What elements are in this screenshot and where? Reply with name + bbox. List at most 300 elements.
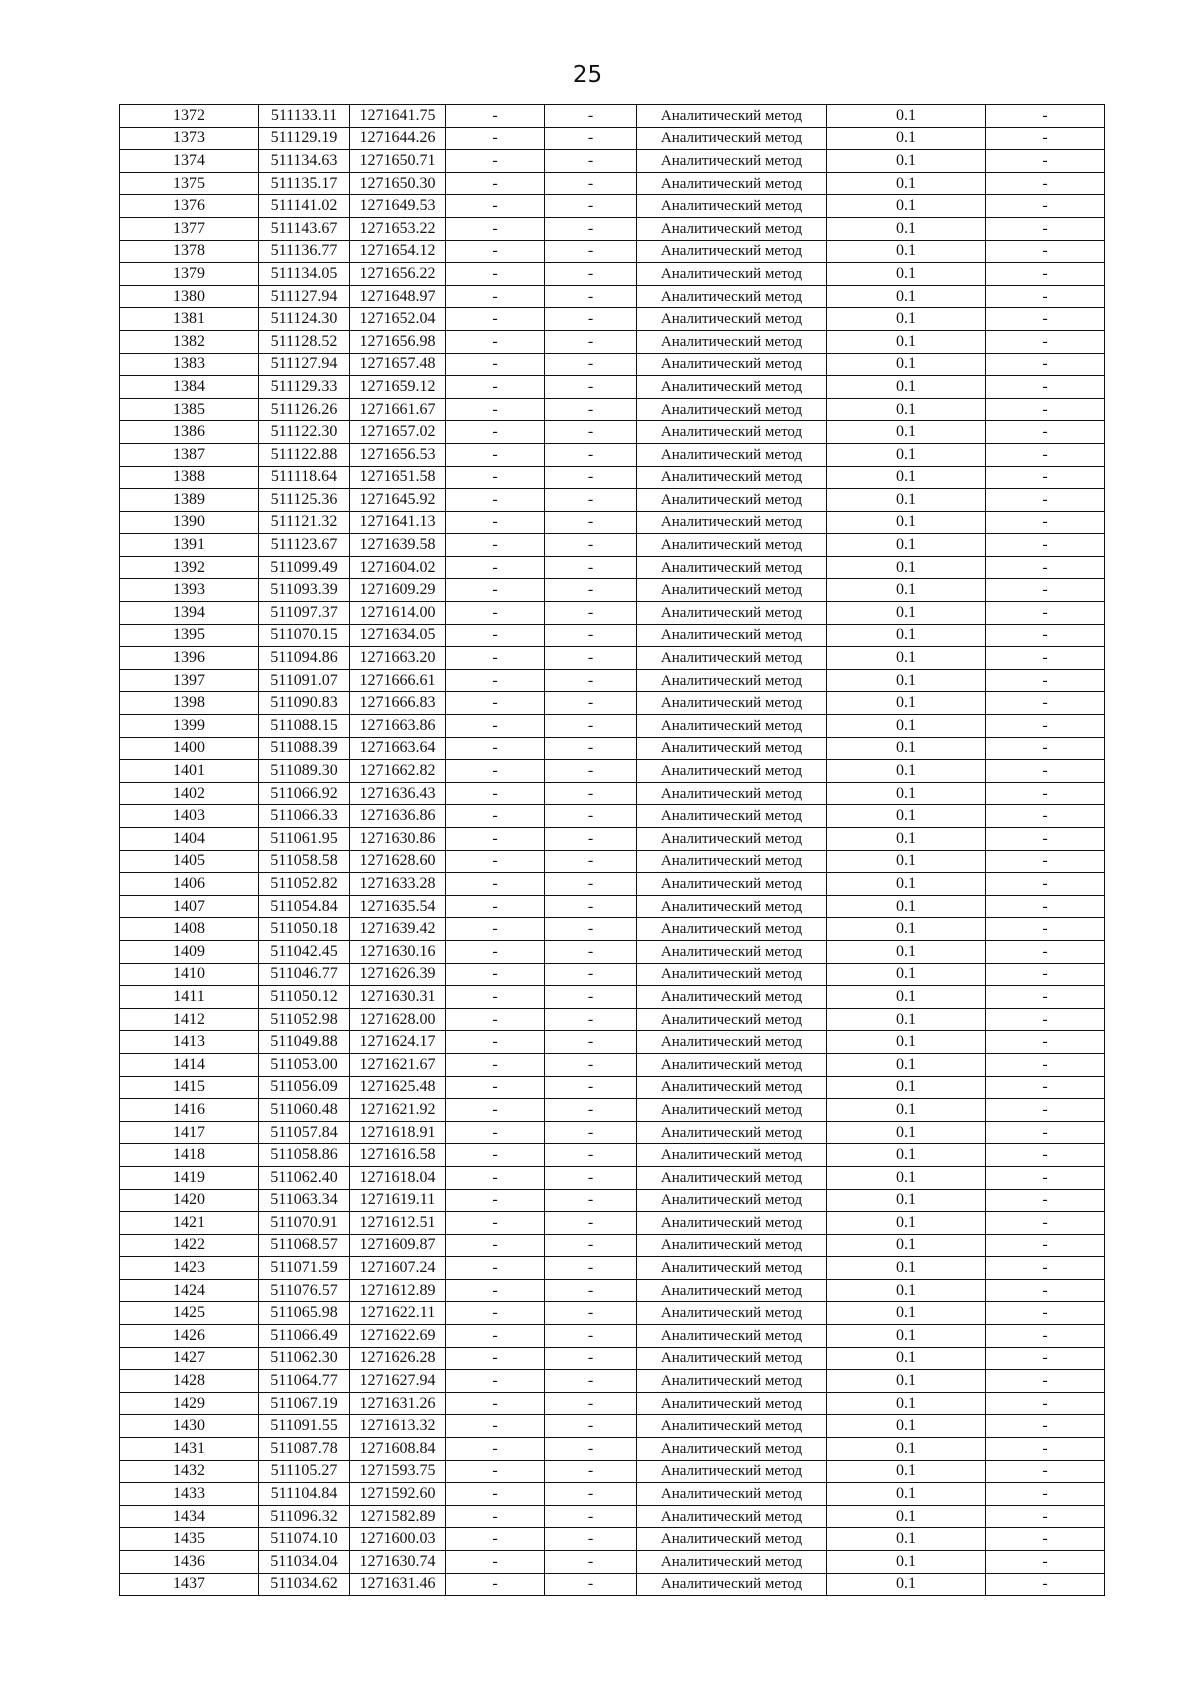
x-coordinate-cell: 511066.92	[259, 782, 350, 805]
dash-cell: -	[986, 1279, 1105, 1302]
y-coordinate-cell: 1271651.58	[350, 466, 446, 489]
dash-cell: -	[986, 1234, 1105, 1257]
accuracy-cell: 0.1	[827, 217, 986, 240]
method-cell: Аналитический метод	[637, 963, 827, 986]
method-cell: Аналитический метод	[637, 172, 827, 195]
method-cell: Аналитический метод	[637, 1144, 827, 1167]
page-number: 25	[572, 62, 603, 88]
x-coordinate-cell: 511062.40	[259, 1166, 350, 1189]
dash-cell: -	[446, 1212, 545, 1235]
dash-cell: -	[545, 330, 637, 353]
y-coordinate-cell: 1271609.29	[350, 579, 446, 602]
point-number-cell: 1424	[120, 1279, 259, 1302]
accuracy-cell: 0.1	[827, 534, 986, 557]
y-coordinate-cell: 1271593.75	[350, 1460, 446, 1483]
point-number-cell: 1407	[120, 895, 259, 918]
table-row	[120, 963, 1105, 986]
dash-cell: -	[986, 263, 1105, 286]
y-coordinate-cell: 1271663.20	[350, 647, 446, 670]
dash-cell: -	[446, 1302, 545, 1325]
dash-cell: -	[446, 1257, 545, 1280]
table-row	[120, 873, 1105, 896]
dash-cell: -	[986, 602, 1105, 625]
accuracy-cell: 0.1	[827, 1325, 986, 1348]
dash-cell: -	[446, 1008, 545, 1031]
x-coordinate-cell: 511066.33	[259, 805, 350, 828]
dash-cell: -	[545, 805, 637, 828]
dash-cell: -	[986, 443, 1105, 466]
y-coordinate-cell: 1271630.86	[350, 828, 446, 851]
y-coordinate-cell: 1271609.87	[350, 1234, 446, 1257]
accuracy-cell: 0.1	[827, 1302, 986, 1325]
table-row	[120, 850, 1105, 873]
dash-cell: -	[545, 1528, 637, 1551]
accuracy-cell: 0.1	[827, 782, 986, 805]
method-cell: Аналитический метод	[637, 692, 827, 715]
x-coordinate-cell: 511053.00	[259, 1053, 350, 1076]
dash-cell: -	[545, 737, 637, 760]
x-coordinate-cell: 511126.26	[259, 398, 350, 421]
x-coordinate-cell: 511089.30	[259, 760, 350, 783]
accuracy-cell: 0.1	[827, 1008, 986, 1031]
y-coordinate-cell: 1271634.05	[350, 624, 446, 647]
accuracy-cell: 0.1	[827, 669, 986, 692]
x-coordinate-cell: 511057.84	[259, 1121, 350, 1144]
y-coordinate-cell: 1271604.02	[350, 556, 446, 579]
dash-cell: -	[545, 308, 637, 331]
y-coordinate-cell: 1271653.22	[350, 217, 446, 240]
x-coordinate-cell: 511122.88	[259, 443, 350, 466]
dash-cell: -	[446, 1099, 545, 1122]
dash-cell: -	[986, 1076, 1105, 1099]
y-coordinate-cell: 1271631.26	[350, 1392, 446, 1415]
method-cell: Аналитический метод	[637, 1031, 827, 1054]
y-coordinate-cell: 1271656.53	[350, 443, 446, 466]
point-number-cell: 1384	[120, 376, 259, 399]
table-row	[120, 737, 1105, 760]
point-number-cell: 1391	[120, 534, 259, 557]
dash-cell: -	[986, 172, 1105, 195]
dash-cell: -	[986, 556, 1105, 579]
dash-cell: -	[545, 1008, 637, 1031]
point-number-cell: 1374	[120, 150, 259, 173]
dash-cell: -	[446, 466, 545, 489]
dash-cell: -	[446, 895, 545, 918]
accuracy-cell: 0.1	[827, 421, 986, 444]
x-coordinate-cell: 511049.88	[259, 1031, 350, 1054]
dash-cell: -	[545, 782, 637, 805]
x-coordinate-cell: 511070.91	[259, 1212, 350, 1235]
accuracy-cell: 0.1	[827, 850, 986, 873]
point-number-cell: 1437	[120, 1573, 259, 1596]
dash-cell: -	[986, 1460, 1105, 1483]
accuracy-cell: 0.1	[827, 240, 986, 263]
y-coordinate-cell: 1271621.67	[350, 1053, 446, 1076]
y-coordinate-cell: 1271582.89	[350, 1505, 446, 1528]
accuracy-cell: 0.1	[827, 1144, 986, 1167]
method-cell: Аналитический метод	[637, 534, 827, 557]
table-row	[120, 669, 1105, 692]
point-number-cell: 1411	[120, 986, 259, 1009]
table-row	[120, 127, 1105, 150]
dash-cell: -	[545, 1121, 637, 1144]
dash-cell: -	[446, 782, 545, 805]
dash-cell: -	[986, 895, 1105, 918]
table-row	[120, 1302, 1105, 1325]
dash-cell: -	[545, 1370, 637, 1393]
dash-cell: -	[545, 263, 637, 286]
dash-cell: -	[446, 850, 545, 873]
dash-cell: -	[545, 1551, 637, 1574]
point-number-cell: 1422	[120, 1234, 259, 1257]
method-cell: Аналитический метод	[637, 737, 827, 760]
accuracy-cell: 0.1	[827, 624, 986, 647]
x-coordinate-cell: 511087.78	[259, 1438, 350, 1461]
dash-cell: -	[986, 782, 1105, 805]
table-row	[120, 1438, 1105, 1461]
dash-cell: -	[986, 1008, 1105, 1031]
point-number-cell: 1426	[120, 1325, 259, 1348]
x-coordinate-cell: 511133.11	[259, 105, 350, 128]
table-row	[120, 1460, 1105, 1483]
method-cell: Аналитический метод	[637, 579, 827, 602]
point-number-cell: 1393	[120, 579, 259, 602]
accuracy-cell: 0.1	[827, 918, 986, 941]
table-row	[120, 1008, 1105, 1031]
table-row	[120, 105, 1105, 128]
method-cell: Аналитический метод	[637, 1189, 827, 1212]
point-number-cell: 1389	[120, 489, 259, 512]
x-coordinate-cell: 511071.59	[259, 1257, 350, 1280]
method-cell: Аналитический метод	[637, 624, 827, 647]
x-coordinate-cell: 511134.05	[259, 263, 350, 286]
dash-cell: -	[545, 963, 637, 986]
dash-cell: -	[545, 172, 637, 195]
x-coordinate-cell: 511088.15	[259, 715, 350, 738]
dash-cell: -	[446, 579, 545, 602]
dash-cell: -	[986, 1573, 1105, 1596]
x-coordinate-cell: 511127.94	[259, 353, 350, 376]
table-row	[120, 443, 1105, 466]
dash-cell: -	[545, 873, 637, 896]
accuracy-cell: 0.1	[827, 1257, 986, 1280]
dash-cell: -	[446, 105, 545, 128]
method-cell: Аналитический метод	[637, 489, 827, 512]
accuracy-cell: 0.1	[827, 1551, 986, 1574]
dash-cell: -	[545, 1392, 637, 1415]
point-number-cell: 1418	[120, 1144, 259, 1167]
table-row	[120, 1528, 1105, 1551]
method-cell: Аналитический метод	[637, 105, 827, 128]
dash-cell: -	[545, 1302, 637, 1325]
accuracy-cell: 0.1	[827, 1234, 986, 1257]
dash-cell: -	[545, 760, 637, 783]
accuracy-cell: 0.1	[827, 1099, 986, 1122]
dash-cell: -	[545, 1460, 637, 1483]
accuracy-cell: 0.1	[827, 1573, 986, 1596]
point-number-cell: 1404	[120, 828, 259, 851]
x-coordinate-cell: 511096.32	[259, 1505, 350, 1528]
point-number-cell: 1378	[120, 240, 259, 263]
dash-cell: -	[545, 850, 637, 873]
accuracy-cell: 0.1	[827, 895, 986, 918]
table-row	[120, 986, 1105, 1009]
table-row	[120, 918, 1105, 941]
dash-cell: -	[545, 1234, 637, 1257]
dash-cell: -	[545, 828, 637, 851]
dash-cell: -	[446, 1279, 545, 1302]
y-coordinate-cell: 1271608.84	[350, 1438, 446, 1461]
point-number-cell: 1427	[120, 1347, 259, 1370]
point-number-cell: 1428	[120, 1370, 259, 1393]
x-coordinate-cell: 511090.83	[259, 692, 350, 715]
x-coordinate-cell: 511129.33	[259, 376, 350, 399]
table-row	[120, 760, 1105, 783]
point-number-cell: 1405	[120, 850, 259, 873]
accuracy-cell: 0.1	[827, 1121, 986, 1144]
dash-cell: -	[986, 692, 1105, 715]
x-coordinate-cell: 511063.34	[259, 1189, 350, 1212]
table-row	[120, 1144, 1105, 1167]
dash-cell: -	[545, 986, 637, 1009]
accuracy-cell: 0.1	[827, 1415, 986, 1438]
point-number-cell: 1396	[120, 647, 259, 670]
x-coordinate-cell: 511091.07	[259, 669, 350, 692]
table-row	[120, 1121, 1105, 1144]
dash-cell: -	[545, 105, 637, 128]
dash-cell: -	[545, 511, 637, 534]
method-cell: Аналитический метод	[637, 669, 827, 692]
table-row	[120, 602, 1105, 625]
x-coordinate-cell: 511118.64	[259, 466, 350, 489]
dash-cell: -	[446, 1076, 545, 1099]
method-cell: Аналитический метод	[637, 1325, 827, 1348]
y-coordinate-cell: 1271622.69	[350, 1325, 446, 1348]
dash-cell: -	[986, 466, 1105, 489]
y-coordinate-cell: 1271656.22	[350, 263, 446, 286]
y-coordinate-cell: 1271662.82	[350, 760, 446, 783]
point-number-cell: 1373	[120, 127, 259, 150]
table-row	[120, 1053, 1105, 1076]
dash-cell: -	[446, 873, 545, 896]
y-coordinate-cell: 1271628.60	[350, 850, 446, 873]
accuracy-cell: 0.1	[827, 1438, 986, 1461]
accuracy-cell: 0.1	[827, 1076, 986, 1099]
method-cell: Аналитический метод	[637, 1099, 827, 1122]
x-coordinate-cell: 511088.39	[259, 737, 350, 760]
table-row	[120, 1415, 1105, 1438]
y-coordinate-cell: 1271624.17	[350, 1031, 446, 1054]
accuracy-cell: 0.1	[827, 737, 986, 760]
method-cell: Аналитический метод	[637, 150, 827, 173]
y-coordinate-cell: 1271663.86	[350, 715, 446, 738]
dash-cell: -	[986, 760, 1105, 783]
dash-cell: -	[446, 1347, 545, 1370]
point-number-cell: 1402	[120, 782, 259, 805]
table-row	[120, 195, 1105, 218]
table-row	[120, 398, 1105, 421]
table-row	[120, 1370, 1105, 1393]
dash-cell: -	[446, 1121, 545, 1144]
y-coordinate-cell: 1271625.48	[350, 1076, 446, 1099]
dash-cell: -	[545, 1483, 637, 1506]
table-row	[120, 1279, 1105, 1302]
table-row	[120, 1483, 1105, 1506]
accuracy-cell: 0.1	[827, 647, 986, 670]
y-coordinate-cell: 1271649.53	[350, 195, 446, 218]
x-coordinate-cell: 511143.67	[259, 217, 350, 240]
method-cell: Аналитический метод	[637, 940, 827, 963]
point-number-cell: 1423	[120, 1257, 259, 1280]
x-coordinate-cell: 511064.77	[259, 1370, 350, 1393]
dash-cell: -	[986, 624, 1105, 647]
dash-cell: -	[986, 1483, 1105, 1506]
accuracy-cell: 0.1	[827, 353, 986, 376]
x-coordinate-cell: 511129.19	[259, 127, 350, 150]
method-cell: Аналитический метод	[637, 1415, 827, 1438]
method-cell: Аналитический метод	[637, 240, 827, 263]
dash-cell: -	[545, 489, 637, 512]
method-cell: Аналитический метод	[637, 1483, 827, 1506]
dash-cell: -	[545, 1279, 637, 1302]
method-cell: Аналитический метод	[637, 376, 827, 399]
table-row	[120, 263, 1105, 286]
dash-cell: -	[545, 1415, 637, 1438]
method-cell: Аналитический метод	[637, 828, 827, 851]
accuracy-cell: 0.1	[827, 127, 986, 150]
point-number-cell: 1395	[120, 624, 259, 647]
dash-cell: -	[446, 127, 545, 150]
y-coordinate-cell: 1271645.92	[350, 489, 446, 512]
y-coordinate-cell: 1271612.89	[350, 1279, 446, 1302]
y-coordinate-cell: 1271666.61	[350, 669, 446, 692]
dash-cell: -	[545, 217, 637, 240]
x-coordinate-cell: 511034.62	[259, 1573, 350, 1596]
point-number-cell: 1412	[120, 1008, 259, 1031]
point-number-cell: 1434	[120, 1505, 259, 1528]
point-number-cell: 1390	[120, 511, 259, 534]
table-row	[120, 1573, 1105, 1596]
point-number-cell: 1387	[120, 443, 259, 466]
table-row	[120, 579, 1105, 602]
accuracy-cell: 0.1	[827, 195, 986, 218]
point-number-cell: 1406	[120, 873, 259, 896]
dash-cell: -	[545, 602, 637, 625]
dash-cell: -	[446, 1460, 545, 1483]
table-row	[120, 217, 1105, 240]
dash-cell: -	[446, 534, 545, 557]
dash-cell: -	[446, 737, 545, 760]
point-number-cell: 1408	[120, 918, 259, 941]
accuracy-cell: 0.1	[827, 285, 986, 308]
accuracy-cell: 0.1	[827, 150, 986, 173]
dash-cell: -	[986, 376, 1105, 399]
y-coordinate-cell: 1271657.02	[350, 421, 446, 444]
dash-cell: -	[986, 1031, 1105, 1054]
table-row	[120, 940, 1105, 963]
y-coordinate-cell: 1271618.04	[350, 1166, 446, 1189]
accuracy-cell: 0.1	[827, 376, 986, 399]
dash-cell: -	[446, 489, 545, 512]
method-cell: Аналитический метод	[637, 466, 827, 489]
accuracy-cell: 0.1	[827, 1166, 986, 1189]
dash-cell: -	[986, 1438, 1105, 1461]
point-number-cell: 1410	[120, 963, 259, 986]
point-number-cell: 1436	[120, 1551, 259, 1574]
point-number-cell: 1382	[120, 330, 259, 353]
dash-cell: -	[545, 1053, 637, 1076]
dash-cell: -	[446, 421, 545, 444]
dash-cell: -	[986, 1189, 1105, 1212]
accuracy-cell: 0.1	[827, 715, 986, 738]
point-number-cell: 1375	[120, 172, 259, 195]
dash-cell: -	[986, 1302, 1105, 1325]
dash-cell: -	[986, 1325, 1105, 1348]
method-cell: Аналитический метод	[637, 850, 827, 873]
y-coordinate-cell: 1271641.75	[350, 105, 446, 128]
dash-cell: -	[545, 285, 637, 308]
accuracy-cell: 0.1	[827, 1031, 986, 1054]
dash-cell: -	[545, 1076, 637, 1099]
dash-cell: -	[986, 986, 1105, 1009]
x-coordinate-cell: 511121.32	[259, 511, 350, 534]
dash-cell: -	[545, 376, 637, 399]
dash-cell: -	[545, 556, 637, 579]
table-row	[120, 624, 1105, 647]
point-number-cell: 1398	[120, 692, 259, 715]
dash-cell: -	[986, 511, 1105, 534]
dash-cell: -	[545, 1257, 637, 1280]
table-row	[120, 330, 1105, 353]
dash-cell: -	[545, 1573, 637, 1596]
point-number-cell: 1409	[120, 940, 259, 963]
y-coordinate-cell: 1271641.13	[350, 511, 446, 534]
dash-cell: -	[986, 105, 1105, 128]
y-coordinate-cell: 1271630.16	[350, 940, 446, 963]
table-body	[120, 105, 1105, 1596]
dash-cell: -	[446, 172, 545, 195]
x-coordinate-cell: 511105.27	[259, 1460, 350, 1483]
table-row	[120, 1076, 1105, 1099]
dash-cell: -	[545, 150, 637, 173]
dash-cell: -	[986, 1144, 1105, 1167]
y-coordinate-cell: 1271657.48	[350, 353, 446, 376]
dash-cell: -	[986, 240, 1105, 263]
dash-cell: -	[545, 127, 637, 150]
point-number-cell: 1416	[120, 1099, 259, 1122]
method-cell: Аналитический метод	[637, 511, 827, 534]
x-coordinate-cell: 511046.77	[259, 963, 350, 986]
point-number-cell: 1386	[120, 421, 259, 444]
y-coordinate-cell: 1271607.24	[350, 1257, 446, 1280]
dash-cell: -	[446, 918, 545, 941]
table-row	[120, 534, 1105, 557]
y-coordinate-cell: 1271592.60	[350, 1483, 446, 1506]
dash-cell: -	[446, 828, 545, 851]
x-coordinate-cell: 511097.37	[259, 602, 350, 625]
x-coordinate-cell: 511134.63	[259, 150, 350, 173]
x-coordinate-cell: 511104.84	[259, 1483, 350, 1506]
y-coordinate-cell: 1271622.11	[350, 1302, 446, 1325]
table-row	[120, 466, 1105, 489]
accuracy-cell: 0.1	[827, 172, 986, 195]
method-cell: Аналитический метод	[637, 602, 827, 625]
point-number-cell: 1433	[120, 1483, 259, 1506]
method-cell: Аналитический метод	[637, 263, 827, 286]
method-cell: Аналитический метод	[637, 1008, 827, 1031]
y-coordinate-cell: 1271628.00	[350, 1008, 446, 1031]
method-cell: Аналитический метод	[637, 1551, 827, 1574]
